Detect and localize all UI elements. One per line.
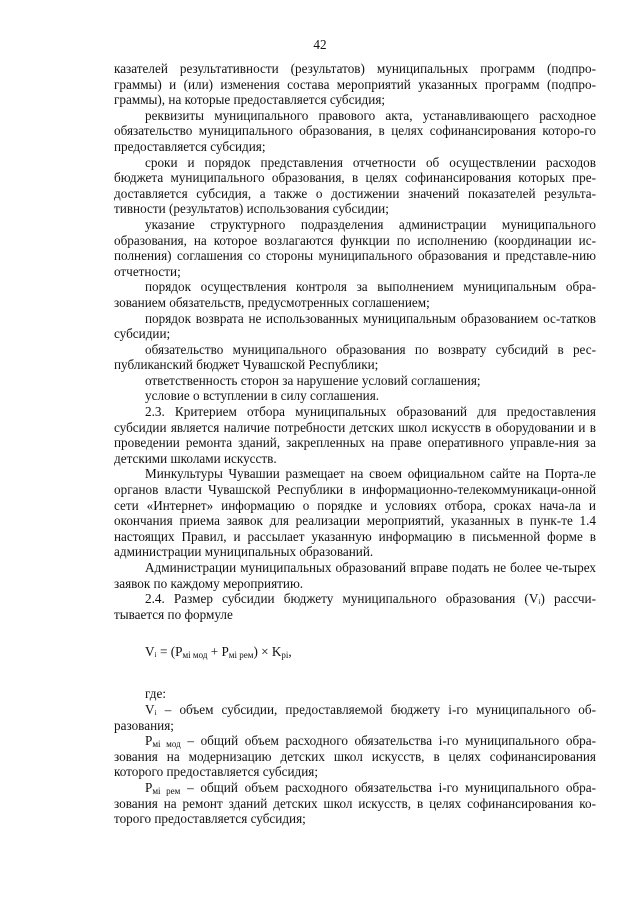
paragraph: 2.4. Размер субсидии бюджету муниципального образования (Vᵢ) рассчи-тывается по формуле xyxy=(114,591,596,622)
paragraph: 2.3. Критерием отбора муниципальных образований для предоставления субсидии является наличие потребности детских школ искусств в оборудовании и в проведении ремонта зданий, закрепленных на праве оперативного управле-ния за детскими школами искусств. xyxy=(114,404,596,466)
definition-subscript: мi мод xyxy=(152,739,181,750)
paragraph: ответственность сторон за нарушение условий соглашения; xyxy=(145,372,481,388)
document-body xyxy=(114,61,596,827)
paragraph: Минкультуры Чувашии размещает на своем официальном сайте на Порта-ле органов власти Чувашской Республики в информационно-телекоммуникаци-онной сети «Интернет» информацию о порядке и условиях отбора, сроках нача-ла и окончания приема заявок для реализации мероприятий, указанных в пунк-те 1.4 настоящих Правил, и рассылает указанную информацию в письменной форме в администрации муниципальных образований. xyxy=(114,466,596,560)
paragraph: обязательство муниципального образования по возврату субсидий в рес-публиканский бюджет Чувашской Республики; xyxy=(114,341,596,373)
definition-item xyxy=(114,780,596,827)
paragraph: реквизиты муниципального правового акта, устанавливающего расходное обязательство муниципального образования, в целях софинансирования которо-го предоставляется субсидия; xyxy=(114,107,596,154)
paragraph: указание структурного подразделения администрации муниципального образования, на которое возлагаются функции по исполнению (координации ис-полнения) соглашения со стороны муниципального образования и представле-нию отчетности; xyxy=(114,216,596,279)
paragraph-list xyxy=(114,61,596,622)
definition-item xyxy=(114,733,596,780)
definition-text: – объем субсидии, предоставляемой бюджету i-го муниципального об-разования; xyxy=(114,701,596,733)
paragraph: условие о вступлении в силу соглашения. xyxy=(145,388,380,404)
paragraph: порядок осуществления контроля за выполнением муниципальным обра-зованием обязательств, предусмотренных соглашением; xyxy=(114,279,596,310)
spacer xyxy=(114,660,596,686)
definition-text: – общий объем расходного обязательства i-го муниципального обра-зования на ремонт зданий детских школ искусств, в целях софинансирования ко-торого предоставляется субсидия; xyxy=(114,779,596,827)
definition-list xyxy=(114,702,596,827)
definition-symbol: P xyxy=(145,733,153,749)
paragraph: порядок возврата не использованных муниципальным образованием ос-татков субсидии; xyxy=(114,310,596,342)
paragraph: казателей результативности (результатов) муниципальных программ (подпро-граммы) и (или) изменения состава мероприятий указанных программ (подпро-граммы), на которые предоставляется субсидия; xyxy=(114,61,596,108)
definition-text: – общий объем расходного обязательства i-го муниципального обра-зования на модернизацию детских школ искусств, в целях софинансирования которого предоставляется субсидия; xyxy=(114,733,597,780)
definition-symbol: P xyxy=(145,779,153,795)
definition-item xyxy=(114,702,596,733)
page-number: 42 xyxy=(313,37,327,52)
formula: Vᵢ = $(P_{мi мод} + P_{мi рем}) \times K_{рi}$, xyxy=(145,644,292,661)
paragraph: Администрации муниципальных образований вправе подать не более че-тырех заявок по каждому мероприятию. xyxy=(114,560,596,591)
definition-symbol: Vᵢ xyxy=(145,701,157,717)
where-label: где: xyxy=(145,686,166,702)
paragraph: сроки и порядок представления отчетности об осуществлении расходов бюджета муниципального образования, в целях софинансирования которых пре-доставляется субсидия, а также о достижении значений показателей результа-тивности (результатов) использования субсидии; xyxy=(114,154,596,217)
definition-subscript: мi рем xyxy=(152,785,181,796)
